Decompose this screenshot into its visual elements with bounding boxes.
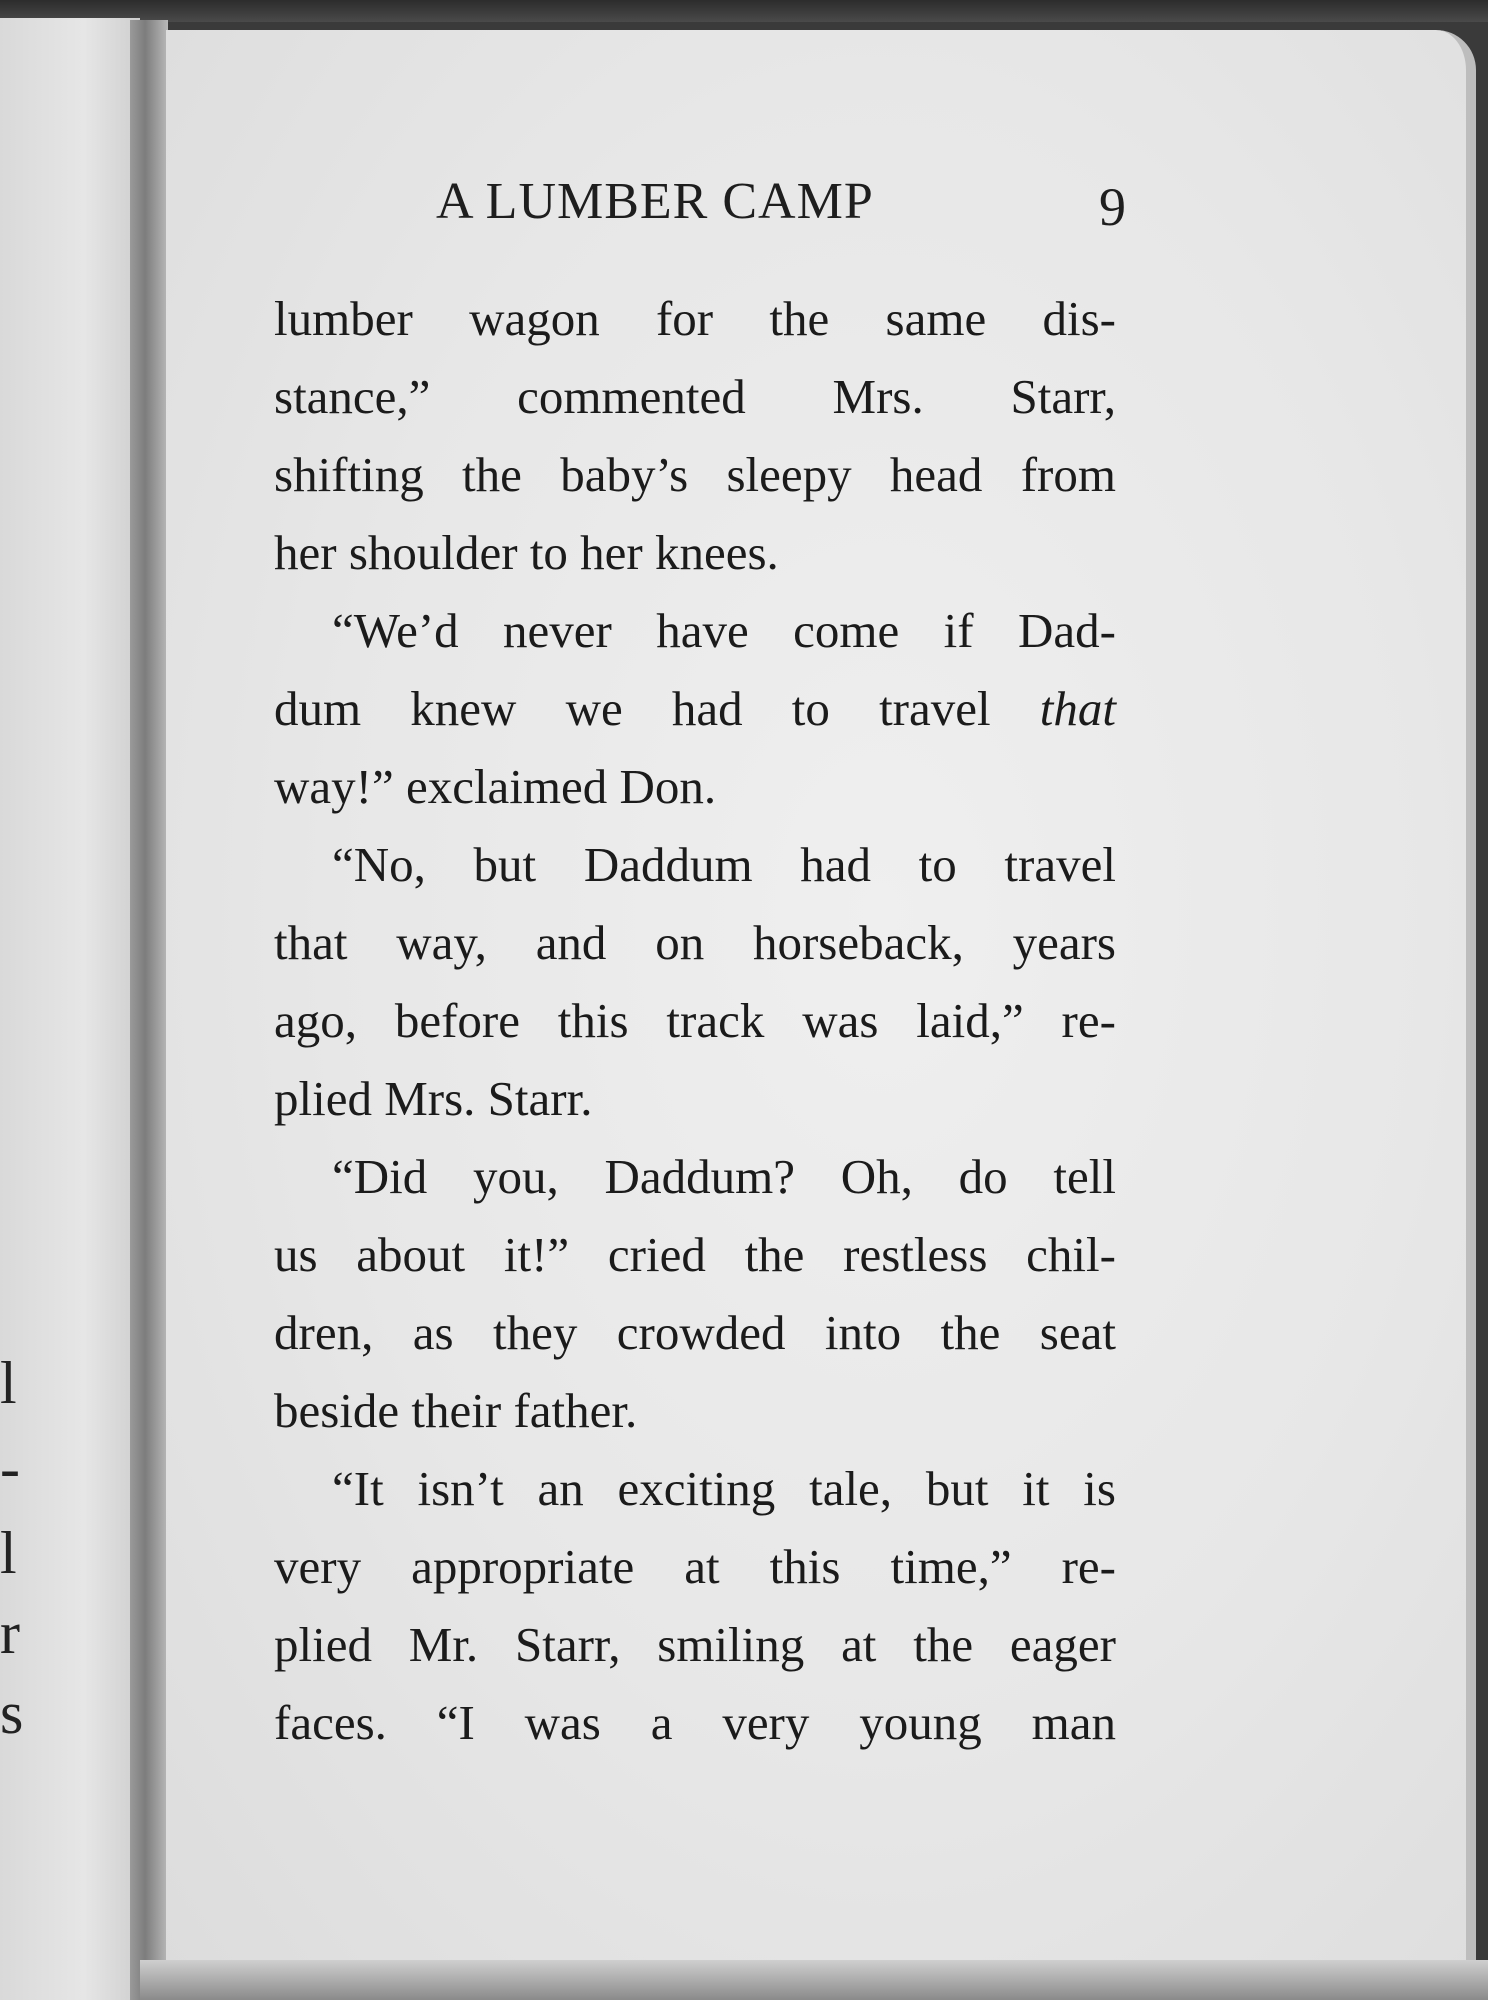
- word: “I: [436, 1695, 475, 1750]
- word: you,: [473, 1149, 559, 1204]
- word: Starr,: [1010, 369, 1116, 424]
- word: Daddum?: [604, 1149, 795, 1204]
- word: knew: [410, 681, 517, 736]
- word: never: [503, 603, 612, 658]
- word: but: [925, 1461, 989, 1516]
- word: Starr,: [514, 1617, 621, 1672]
- word: Oh,: [840, 1149, 913, 1204]
- word: for: [655, 291, 714, 346]
- word: an: [537, 1461, 584, 1516]
- word: re-: [1061, 993, 1116, 1048]
- word: into: [824, 1305, 902, 1360]
- text-line: [274, 826, 1116, 904]
- text-line: [274, 748, 1116, 826]
- word: had: [671, 681, 743, 736]
- word: do: [958, 1149, 1008, 1204]
- word: tell: [1053, 1149, 1116, 1204]
- word: had: [800, 837, 871, 892]
- word: “It: [332, 1461, 384, 1516]
- text-line: [274, 904, 1116, 982]
- word: at: [841, 1617, 877, 1672]
- word: appropriate: [411, 1539, 635, 1594]
- page-bottom-shadow: [140, 1960, 1488, 2000]
- word: the: [744, 1227, 805, 1282]
- word: us: [274, 1227, 318, 1282]
- word: eager: [1009, 1617, 1116, 1672]
- word: track: [666, 993, 765, 1048]
- word: cried: [607, 1227, 706, 1282]
- text-line: [274, 514, 1116, 592]
- word: very: [722, 1695, 810, 1750]
- text-line: [274, 1138, 1116, 1216]
- word: from: [1020, 447, 1116, 502]
- word: about: [356, 1227, 466, 1282]
- word: at: [684, 1539, 720, 1594]
- word: “No,: [332, 837, 426, 892]
- word: same: [885, 291, 987, 346]
- word: on: [655, 915, 705, 970]
- chapter-title: A LUMBER CAMP: [436, 173, 874, 230]
- text-line: [274, 358, 1116, 436]
- word: that: [1039, 681, 1116, 736]
- word: exciting: [617, 1461, 776, 1516]
- word: seat: [1039, 1305, 1116, 1360]
- word: it!”: [503, 1227, 570, 1282]
- facing-page-fragment: -: [0, 1435, 20, 1501]
- word: time,”: [890, 1539, 1012, 1594]
- running-head: [436, 172, 1126, 252]
- word: the: [940, 1305, 1001, 1360]
- word: wagon: [469, 291, 600, 346]
- word: ago,: [274, 993, 357, 1048]
- word: it: [1022, 1461, 1050, 1516]
- text-line-content: plied Mrs. Starr.: [274, 1071, 593, 1126]
- word: re-: [1061, 1539, 1116, 1594]
- word: the: [769, 291, 830, 346]
- word: this: [769, 1539, 841, 1594]
- word: plied: [274, 1617, 372, 1672]
- word: baby’s: [560, 447, 689, 502]
- word: a: [650, 1695, 673, 1750]
- text-line: [274, 1684, 1116, 1762]
- book-gutter: [130, 20, 168, 2000]
- word: young: [859, 1695, 982, 1750]
- word: is: [1083, 1461, 1116, 1516]
- word: Daddum: [583, 837, 753, 892]
- word: travel: [1004, 837, 1116, 892]
- word: travel: [879, 681, 991, 736]
- word: that: [274, 915, 348, 970]
- word: man: [1031, 1695, 1116, 1750]
- word: shifting: [274, 447, 424, 502]
- text-line: [274, 592, 1116, 670]
- text-line-content: way!” exclaimed Don.: [274, 759, 717, 814]
- word: commented: [517, 369, 746, 424]
- text-line: [274, 982, 1116, 1060]
- word: Dad-: [1017, 603, 1116, 658]
- facing-page-edge: [0, 18, 140, 2000]
- word: dren,: [274, 1305, 374, 1360]
- word: way,: [396, 915, 487, 970]
- word: as: [412, 1305, 454, 1360]
- word: lumber: [274, 291, 413, 346]
- word: this: [557, 993, 629, 1048]
- facing-page-fragment: l: [0, 1520, 17, 1586]
- word: “We’d: [332, 603, 459, 658]
- text-line: [274, 1606, 1116, 1684]
- body-text: [274, 280, 1116, 1762]
- text-line: [274, 670, 1116, 748]
- word: isn’t: [417, 1461, 504, 1516]
- text-line: [274, 1294, 1116, 1372]
- word: years: [1012, 915, 1116, 970]
- word: head: [889, 447, 983, 502]
- text-line-content: beside their father.: [274, 1383, 638, 1438]
- word: they: [492, 1305, 578, 1360]
- word: the: [913, 1617, 974, 1672]
- word: dum: [274, 681, 362, 736]
- text-line: [274, 1528, 1116, 1606]
- word: to: [791, 681, 830, 736]
- word: tale,: [809, 1461, 893, 1516]
- text-line-content: her shoulder to her knees.: [274, 525, 779, 580]
- word: Mrs.: [832, 369, 924, 424]
- word: to: [918, 837, 957, 892]
- word: if: [943, 603, 974, 658]
- text-line: [274, 1216, 1116, 1294]
- facing-page-fragment: s: [0, 1680, 24, 1746]
- text-line: [274, 436, 1116, 514]
- word: stance,”: [274, 369, 431, 424]
- facing-page-fragment: r: [0, 1600, 20, 1666]
- word: have: [656, 603, 749, 658]
- word: and: [535, 915, 607, 970]
- word: the: [462, 447, 522, 502]
- word: sleepy: [726, 447, 852, 502]
- word: dis-: [1042, 291, 1116, 346]
- text-line: [274, 1450, 1116, 1528]
- text-line: [274, 1372, 1116, 1450]
- word: before: [394, 993, 520, 1048]
- word: “Did: [332, 1149, 428, 1204]
- word: come: [793, 603, 900, 658]
- word: chil-: [1026, 1227, 1116, 1282]
- text-line: [274, 280, 1116, 358]
- word: was: [802, 993, 879, 1048]
- word: faces.: [274, 1695, 387, 1750]
- page-number: 9: [1099, 177, 1126, 237]
- word: but: [473, 837, 537, 892]
- text-line: [274, 1060, 1116, 1138]
- word: we: [565, 681, 623, 736]
- word: restless: [843, 1227, 988, 1282]
- word: smiling: [657, 1617, 805, 1672]
- word: crowded: [616, 1305, 786, 1360]
- word: horseback,: [752, 915, 964, 970]
- word: laid,”: [916, 993, 1024, 1048]
- word: very: [274, 1539, 362, 1594]
- word: was: [524, 1695, 601, 1750]
- scan-top-edge: [0, 0, 1488, 22]
- word: Mr.: [408, 1617, 479, 1672]
- facing-page-fragment: l: [0, 1350, 17, 1416]
